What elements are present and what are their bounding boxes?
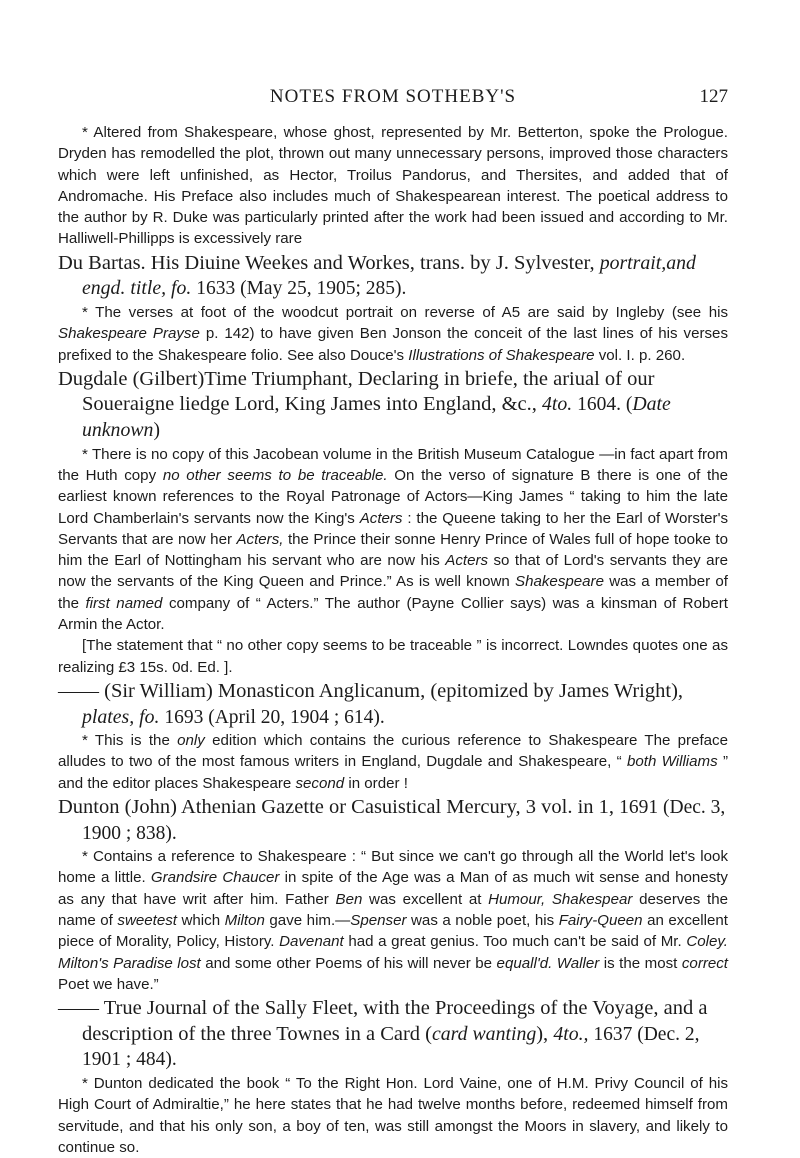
text-run: which — [176, 912, 225, 930]
italic-text: Humour, Shakespear — [488, 890, 633, 908]
italic-text: Shakespeare — [515, 573, 604, 591]
text-run: * Contains a reference to Shakespeare : “ But since we can't go through all the World let's look home a little. — [58, 848, 728, 887]
page-number: 127 — [699, 86, 728, 107]
entry-note — [58, 302, 728, 366]
text-run: * Dunton dedicated the book “ To the Right Hon. Lord Vaine, one of H.M. Privy Council of his High Court of Admiraltie,” he here states that he had twelve months before, redeemed himself from servitude, and that his only son, a boy of ten, was still amongst the Moors in slavery, and likely to continue so. — [58, 1075, 728, 1156]
text-run: * The verses at foot of the woodcut portrait on reverse of A5 are said by Ingleby (see his — [82, 303, 728, 321]
text-run: was excellent at — [362, 890, 489, 908]
text-run: gave him.— — [264, 912, 351, 930]
italic-text: 4to. — [542, 393, 573, 416]
italic-text: Ben — [335, 890, 363, 908]
italic-text: no other seems to be traceable. — [162, 466, 388, 484]
italic-text: only — [177, 732, 205, 750]
italic-text: first named — [85, 594, 163, 612]
catalogue-entry — [58, 996, 728, 1073]
text-run: an excellent piece of Morality, Policy, History. — [58, 912, 728, 951]
text-run: : the Queene taking to her the Earl of Worster's Servants that are now her — [58, 509, 728, 548]
italic-text: equall'd. Waller — [496, 954, 600, 972]
text-run: was a member of the — [58, 573, 728, 612]
entry-note — [58, 846, 728, 995]
italic-text: Coley. Milton's Paradise lost — [58, 933, 728, 972]
entry-note — [58, 444, 728, 636]
text-run: edition which contains the curious reference to Shakespeare The preface alludes to two of the most famous writers in England, Dugdale and Shakespeare, “ — [58, 732, 728, 771]
italic-text: portrait,and engd. title, fo. — [82, 251, 696, 300]
italic-text: Grandsire Chaucer — [150, 869, 280, 887]
italic-text: Date unknown — [82, 393, 671, 442]
italic-text: Acters, — [236, 530, 284, 548]
text-run: so that of Lord's servants they are now the servants of the King Queen and Prince.” As is well known — [58, 552, 728, 591]
text-run: p. 142) to have given Ben Jonson the conceit of the last lines of his verses prefixed to the Shakespeare folio. See also Douce's — [58, 325, 728, 364]
text-run: Poet we have.” — [58, 975, 159, 993]
text-run: Dunton (John) Athenian Gazette or Casuistical Mercury, 3 vol. in 1, — [58, 795, 620, 818]
catalogue-entry — [58, 367, 728, 444]
text-run: and some other Poems of his will never be — [200, 954, 497, 972]
text-run: —— True Journal of the Sally Fleet, with the Proceedings of the Voyage, and a description of the three Townes in a Card ( — [58, 997, 708, 1045]
text-run: ” and the editor places Shakespeare — [58, 753, 728, 792]
running-head: NOTES FROM SOTHEBY'S — [269, 86, 517, 107]
text-run: Dugdale (Gilbert)Time Triumphant, Declaring in briefe, the ariual of our Soueraigne liedge Lord, King James into England, &c., — [58, 367, 655, 416]
page-body — [58, 122, 728, 1158]
text-run: 1693 (April 20, 1904 ; 614). — [159, 706, 385, 728]
italic-text: Davenant — [279, 933, 344, 951]
catalogue-entry — [58, 251, 728, 302]
text-run: * There is no copy of this Jacobean volume in the British Museum Catalogue —in fact apart from the Huth copy — [58, 445, 728, 484]
entry-note — [58, 730, 728, 794]
text-run: had a great genius. Too much can't be said of Mr. — [343, 933, 687, 951]
catalogue-entry — [58, 679, 728, 730]
page-header — [58, 86, 728, 110]
text-run: was a noble poet, his — [406, 912, 559, 930]
italic-text: Acters — [359, 509, 403, 527]
text-run: deserves the name of — [58, 890, 729, 930]
italic-text: plates, fo. — [82, 705, 160, 728]
italic-text: Shakespeare Prayse — [58, 325, 200, 343]
italic-text: 4to., — [553, 1022, 589, 1045]
text-run: 1691 (Dec. 3, 1900 ; 838). — [82, 796, 726, 844]
text-run: —— (Sir William) Monasticon Anglicanum, (epitomized by James Wright), — [58, 679, 684, 702]
italic-text: Illustrations of Shakespeare — [408, 346, 595, 364]
text-run: ), — [536, 1022, 554, 1045]
text-run: On the verso of signature B there is one of the earliest known references to the Royal Patronage of Actors—King James “ taking to him the late Lord Chamberlain's servants now the King's — [58, 466, 728, 527]
entry-note — [58, 635, 728, 678]
text-run: in spite of the Age was a Man of as much wit sense and honesty as any that have writ after him. Father — [58, 869, 728, 908]
text-run: * Altered from Shakespeare, whose ghost, represented by Mr. Betterton, spoke the Prologue. Dryden has remodelled the plot, thrown out many unnecessary persons, improved those characters which were left unfinished, as Hector, Troilus Pandorus, and Thersites, and added that of Andromache. His Preface also includes much of Shakespearean interest. The poetical address to the author by R. Duke was particularly printed after the work had been issued and according to Mr. Halliwell-Phillipps is excessively rare — [58, 124, 728, 248]
italic-text: both Williams — [626, 753, 718, 771]
italic-text: Milton — [224, 912, 265, 930]
italic-text: Acters — [445, 552, 489, 570]
text-run: ) — [153, 420, 160, 442]
text-run: is the most — [599, 954, 682, 972]
text-run: 1637 (Dec. 2, 1901 ; 484). — [82, 1023, 700, 1071]
text-run: Du Bartas. His Diuine Weekes and Workes, trans. by J. Sylvester, — [58, 251, 600, 274]
text-run: 1633 (May 25, 1905; 285). — [191, 278, 407, 300]
italic-text: second — [295, 774, 345, 792]
text-run: 1604. ( — [572, 394, 633, 416]
italic-text: correct — [681, 954, 729, 972]
entry-note — [58, 122, 728, 250]
text-run: vol. I. p. 260. — [594, 346, 686, 364]
text-run: the Prince their sonne Henry Prince of Wales full of hope tooke to him the Earl of Nottingham his servant who are now his — [58, 530, 728, 570]
text-run: [The statement that “ no other copy seems to be traceable ” is incorrect. Lowndes quotes one as realizing £3 15s. 0d. Ed. ]. — [58, 637, 728, 676]
catalogue-entry — [58, 795, 728, 846]
entry-note — [58, 1073, 728, 1158]
italic-text: Spenser — [350, 912, 407, 930]
italic-text: sweetest — [117, 912, 177, 930]
text-run: company of “ Acters.” The author (Payne Collier says) was a kinsman of Robert Armin the Actor. — [58, 594, 728, 634]
italic-text: card wanting — [432, 1022, 537, 1045]
italic-text: Fairy-Queen — [558, 912, 643, 930]
text-run: * This is the — [82, 732, 178, 750]
text-run: in order ! — [344, 774, 408, 792]
